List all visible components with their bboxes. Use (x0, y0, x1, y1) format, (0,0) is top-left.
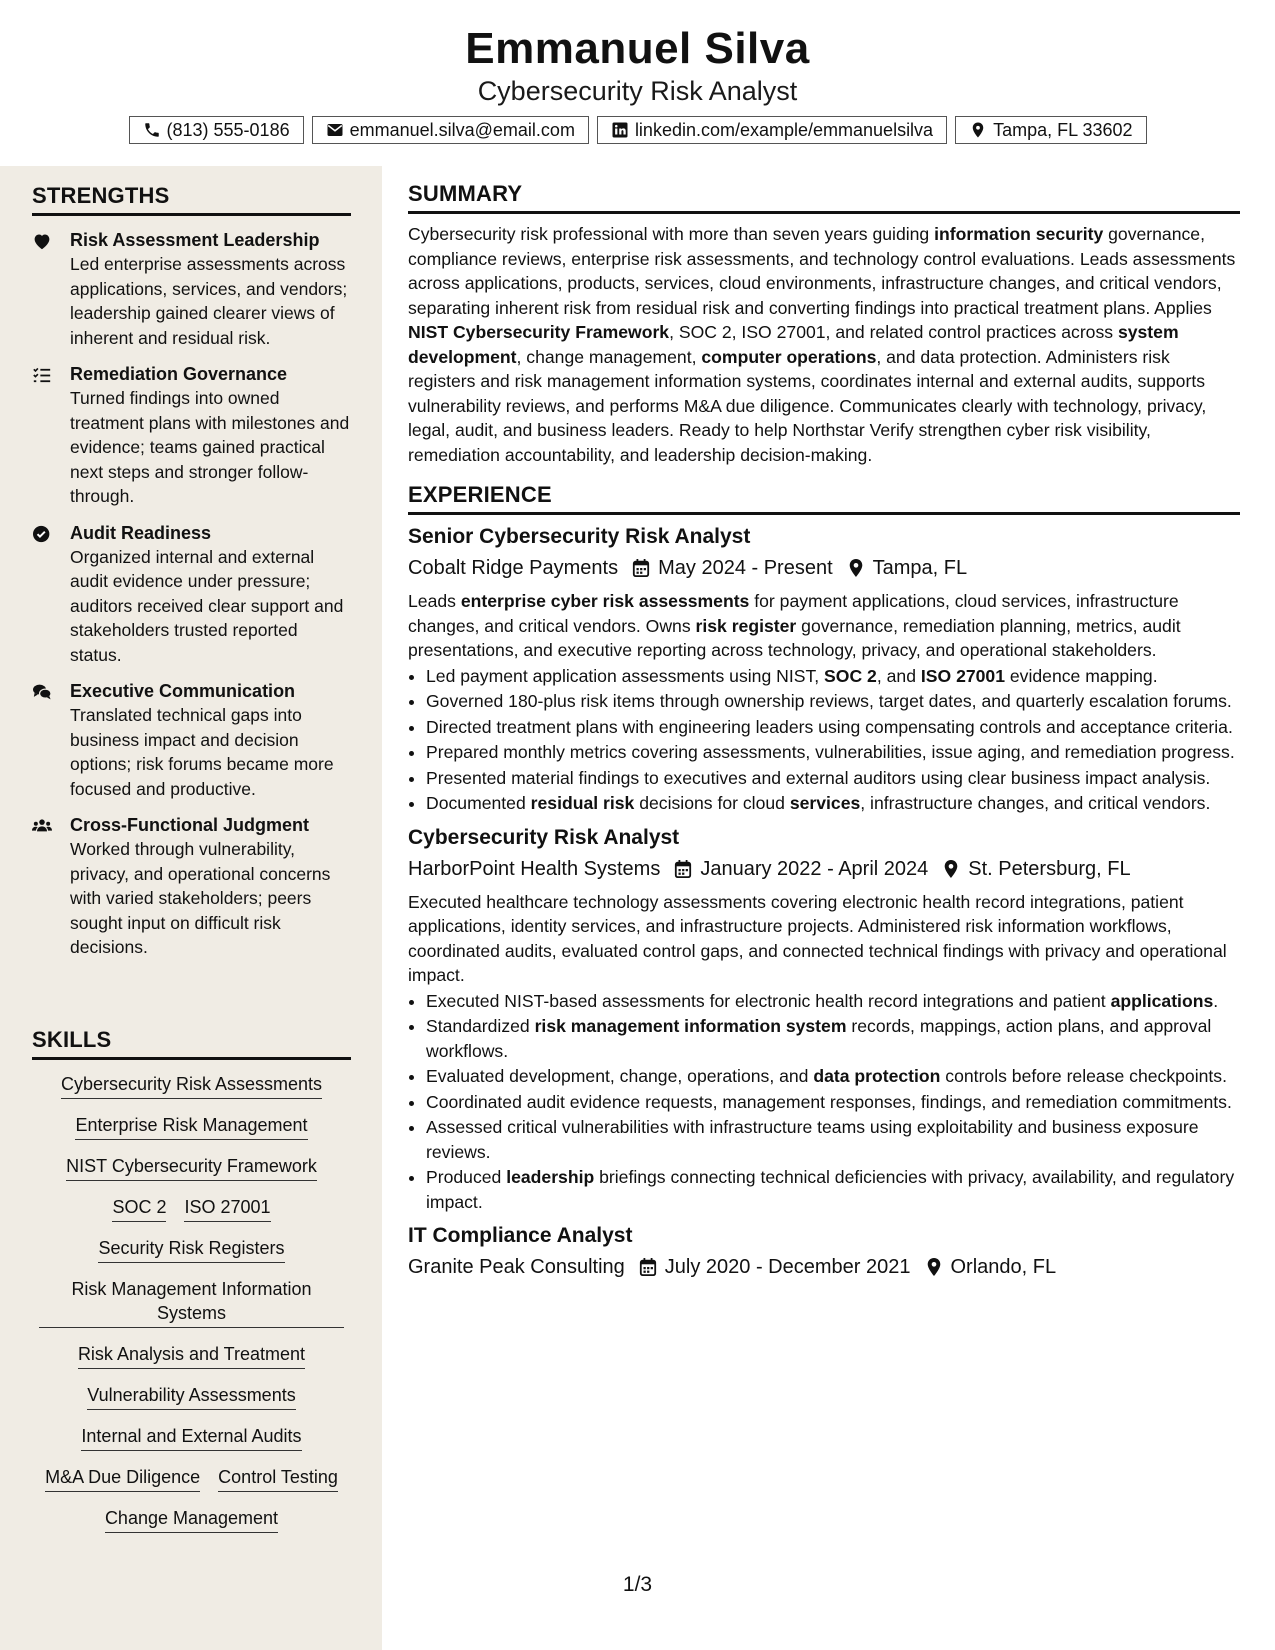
calendar-icon (639, 1257, 657, 1277)
contact-location[interactable]: Tampa, FL 33602 (955, 116, 1146, 144)
strength-title: Audit Readiness (70, 522, 212, 543)
skill-tag: Risk Management Information Systems (39, 1277, 344, 1328)
strength-desc: Organized internal and external audit evidence under pressure; auditors received clear support and stakeholders trusted reported status. (70, 546, 344, 665)
skill-tag: Internal and External Audits (81, 1424, 301, 1451)
calendar-icon (674, 859, 692, 879)
contact-bar (0, 116, 1275, 144)
job-meta (408, 856, 1240, 882)
job-entry (408, 524, 1240, 816)
strength-title: Remediation Governance (70, 364, 288, 384)
job-entry (408, 1223, 1240, 1280)
calendar-icon (632, 558, 650, 578)
skills-section (32, 1026, 351, 1547)
contact-linkedin[interactable]: linkedin.com/example/emmanuelsilva (597, 116, 947, 144)
strength-desc: Worked through vulnerability, privacy, and operational concerns with varied stakeholders; peers sought input on difficult risk decisions. (70, 839, 331, 957)
job-title: IT Compliance Analyst (408, 1224, 633, 1247)
contact-phone[interactable]: (813) 555-0186 (129, 116, 304, 144)
skill-tag: ISO 27001 (184, 1195, 270, 1222)
job-entry (408, 825, 1240, 1215)
map-pin-icon (942, 859, 960, 879)
summary-heading: SUMMARY (408, 180, 1240, 214)
users-icon (32, 817, 52, 835)
strengths-section (32, 182, 351, 960)
skills-heading: SKILLS (32, 1026, 351, 1060)
linkedin-icon (611, 121, 629, 139)
comments-icon (32, 683, 52, 701)
job-title: Cybersecurity Risk Analyst (408, 825, 680, 849)
list-item: • Documented residual risk decisions for cloud services, infrastructure changes, and critical vendors. (426, 791, 1240, 816)
list-item: • Evaluated development, change, operations, and data protection controls before release checkpoints. (426, 1064, 1240, 1089)
map-pin-icon (925, 1257, 943, 1277)
job-location: Tampa, FL (872, 557, 968, 579)
list-item: • Led payment application assessments using NIST, SOC 2, and ISO 27001 evidence mapping. (426, 664, 1240, 689)
skill-tag: Security Risk Registers (98, 1236, 284, 1263)
strength-title: Executive Communication (70, 681, 296, 701)
job-dates: July 2020 - December 2021 (664, 1256, 911, 1278)
check-circle-icon (32, 525, 52, 543)
candidate-role: Cybersecurity Risk Analyst (477, 76, 798, 106)
skill-tag: Enterprise Risk Management (75, 1113, 307, 1140)
strength-desc: Turned findings into owned treatment plans with milestones and evidence; teams gained practical next steps and stronger follow-through. (70, 388, 350, 506)
strength-item (32, 679, 351, 801)
resume-header (0, 0, 1275, 144)
envelope-icon (326, 121, 344, 139)
checklist-icon (32, 366, 52, 384)
list-item: • Executed NIST-based assessments for electronic health record integrations and patient applications. (426, 989, 1240, 1014)
phone-icon (143, 121, 161, 139)
job-location: St. Petersburg, FL (968, 857, 1131, 880)
list-item: • Produced leadership briefings connecting technical deficiencies with privacy, availability, and regulatory impact. (426, 1165, 1240, 1214)
sidebar (0, 166, 382, 1650)
job-meta (408, 555, 1240, 581)
job-description: Executed healthcare technology assessments covering electronic health record integrations, patient applications, identity services, and infrastructure projects. Administered risk information workflows, coordinated audits, evaluated control gaps, and connected technical findings with privacy and operational impact. (408, 891, 1227, 985)
skill-tag: Control Testing (218, 1465, 338, 1492)
job-description: Leads enterprise cyber risk assessments for payment applications, cloud services, infrastructure changes, and critical vendors. Owns risk register governance, remediation planning, metrics, audit presentations, and executive reporting across technology, privacy, and operational stakeholders. (408, 591, 1181, 660)
list-item: • Directed treatment plans with engineering leaders using compensating controls and acceptance criteria. (426, 715, 1240, 740)
skill-tag: NIST Cybersecurity Framework (66, 1154, 317, 1181)
list-item: • Governed 180-plus risk items through ownership reviews, target dates, and quarterly escalation forums. (426, 689, 1240, 714)
strength-desc: Led enterprise assessments across applications, services, and vendors; leadership gained clearer views of inherent and residual risk. (70, 254, 348, 348)
heart-icon (32, 232, 52, 250)
list-item: • Assessed critical vulnerabilities with infrastructure teams using exploitability and business exposure reviews. (426, 1115, 1240, 1164)
skill-tag: Risk Analysis and Treatment (78, 1342, 305, 1369)
main-column (408, 180, 1240, 1280)
job-bullets (408, 989, 1240, 1215)
job-dates: January 2022 - April 2024 (700, 857, 929, 880)
strength-item (32, 228, 351, 350)
list-item: • Presented material findings to executives and external auditors using clear business impact analysis. (426, 766, 1240, 791)
list-item: • Coordinated audit evidence requests, management responses, findings, and remediation commitments. (426, 1090, 1240, 1115)
list-item: • Standardized risk management information system records, mappings, action plans, and approval workflows. (426, 1014, 1240, 1063)
job-dates: May 2024 - Present (658, 557, 833, 579)
summary-text: Cybersecurity risk professional with more than seven years guiding information security governance, compliance reviews, enterprise risk assessments, and technology control evaluations. Leads assessments across applications, products, services, cloud environments, infrastructure changes, and critical vendors, separating inherent risk from residual risk and converting findings into practical treatment plans. Applies NIST Cybersecurity Framework, SOC 2, ISO 27001, and related control practices across system development, change management, computer operations, and data protection. Administers risk registers and risk management information systems, coordinates internal and external audits, supports vulnerability reviews, and performs M&A due diligence. Communicates clearly with technology, privacy, legal, audit, and business leaders. Ready to help Northstar Verify strengthen cyber risk visibility, remediation accountability, and leadership decision-making. (408, 224, 1236, 465)
strength-item (32, 521, 351, 668)
skill-tag: Vulnerability Assessments (87, 1383, 295, 1410)
candidate-name: Emmanuel Silva (465, 24, 810, 73)
strength-item (32, 813, 351, 960)
skills-list (32, 1072, 351, 1533)
skill-tag: SOC 2 (112, 1195, 166, 1222)
job-title: Senior Cybersecurity Risk Analyst (408, 525, 751, 548)
list-item: • Prepared monthly metrics covering assessments, vulnerabilities, issue aging, and remediation progress. (426, 740, 1240, 765)
strength-title: Cross-Functional Judgment (70, 815, 310, 835)
job-bullets (408, 664, 1240, 816)
job-meta (408, 1254, 1240, 1280)
strength-desc: Translated technical gaps into business impact and decision options; risk forums became more focused and productive. (70, 705, 334, 799)
contact-email[interactable]: emmanuel.silva@email.com (312, 116, 589, 144)
map-pin-icon (969, 121, 987, 139)
skill-tag: Change Management (105, 1506, 278, 1533)
job-location: Orlando, FL (950, 1256, 1057, 1278)
experience-heading: EXPERIENCE (408, 481, 1240, 515)
strength-item (32, 362, 351, 509)
strengths-heading: STRENGTHS (32, 182, 351, 216)
skill-tag: Cybersecurity Risk Assessments (61, 1072, 322, 1099)
map-pin-icon (847, 558, 865, 578)
job-company: Granite Peak Consulting (408, 1256, 625, 1278)
strength-title: Risk Assessment Leadership (70, 230, 320, 250)
job-company: Cobalt Ridge Payments (408, 557, 619, 579)
job-company: HarborPoint Health Systems (408, 857, 661, 880)
skill-tag: M&A Due Diligence (45, 1465, 200, 1492)
page-number: 1/3 (622, 1573, 653, 1596)
